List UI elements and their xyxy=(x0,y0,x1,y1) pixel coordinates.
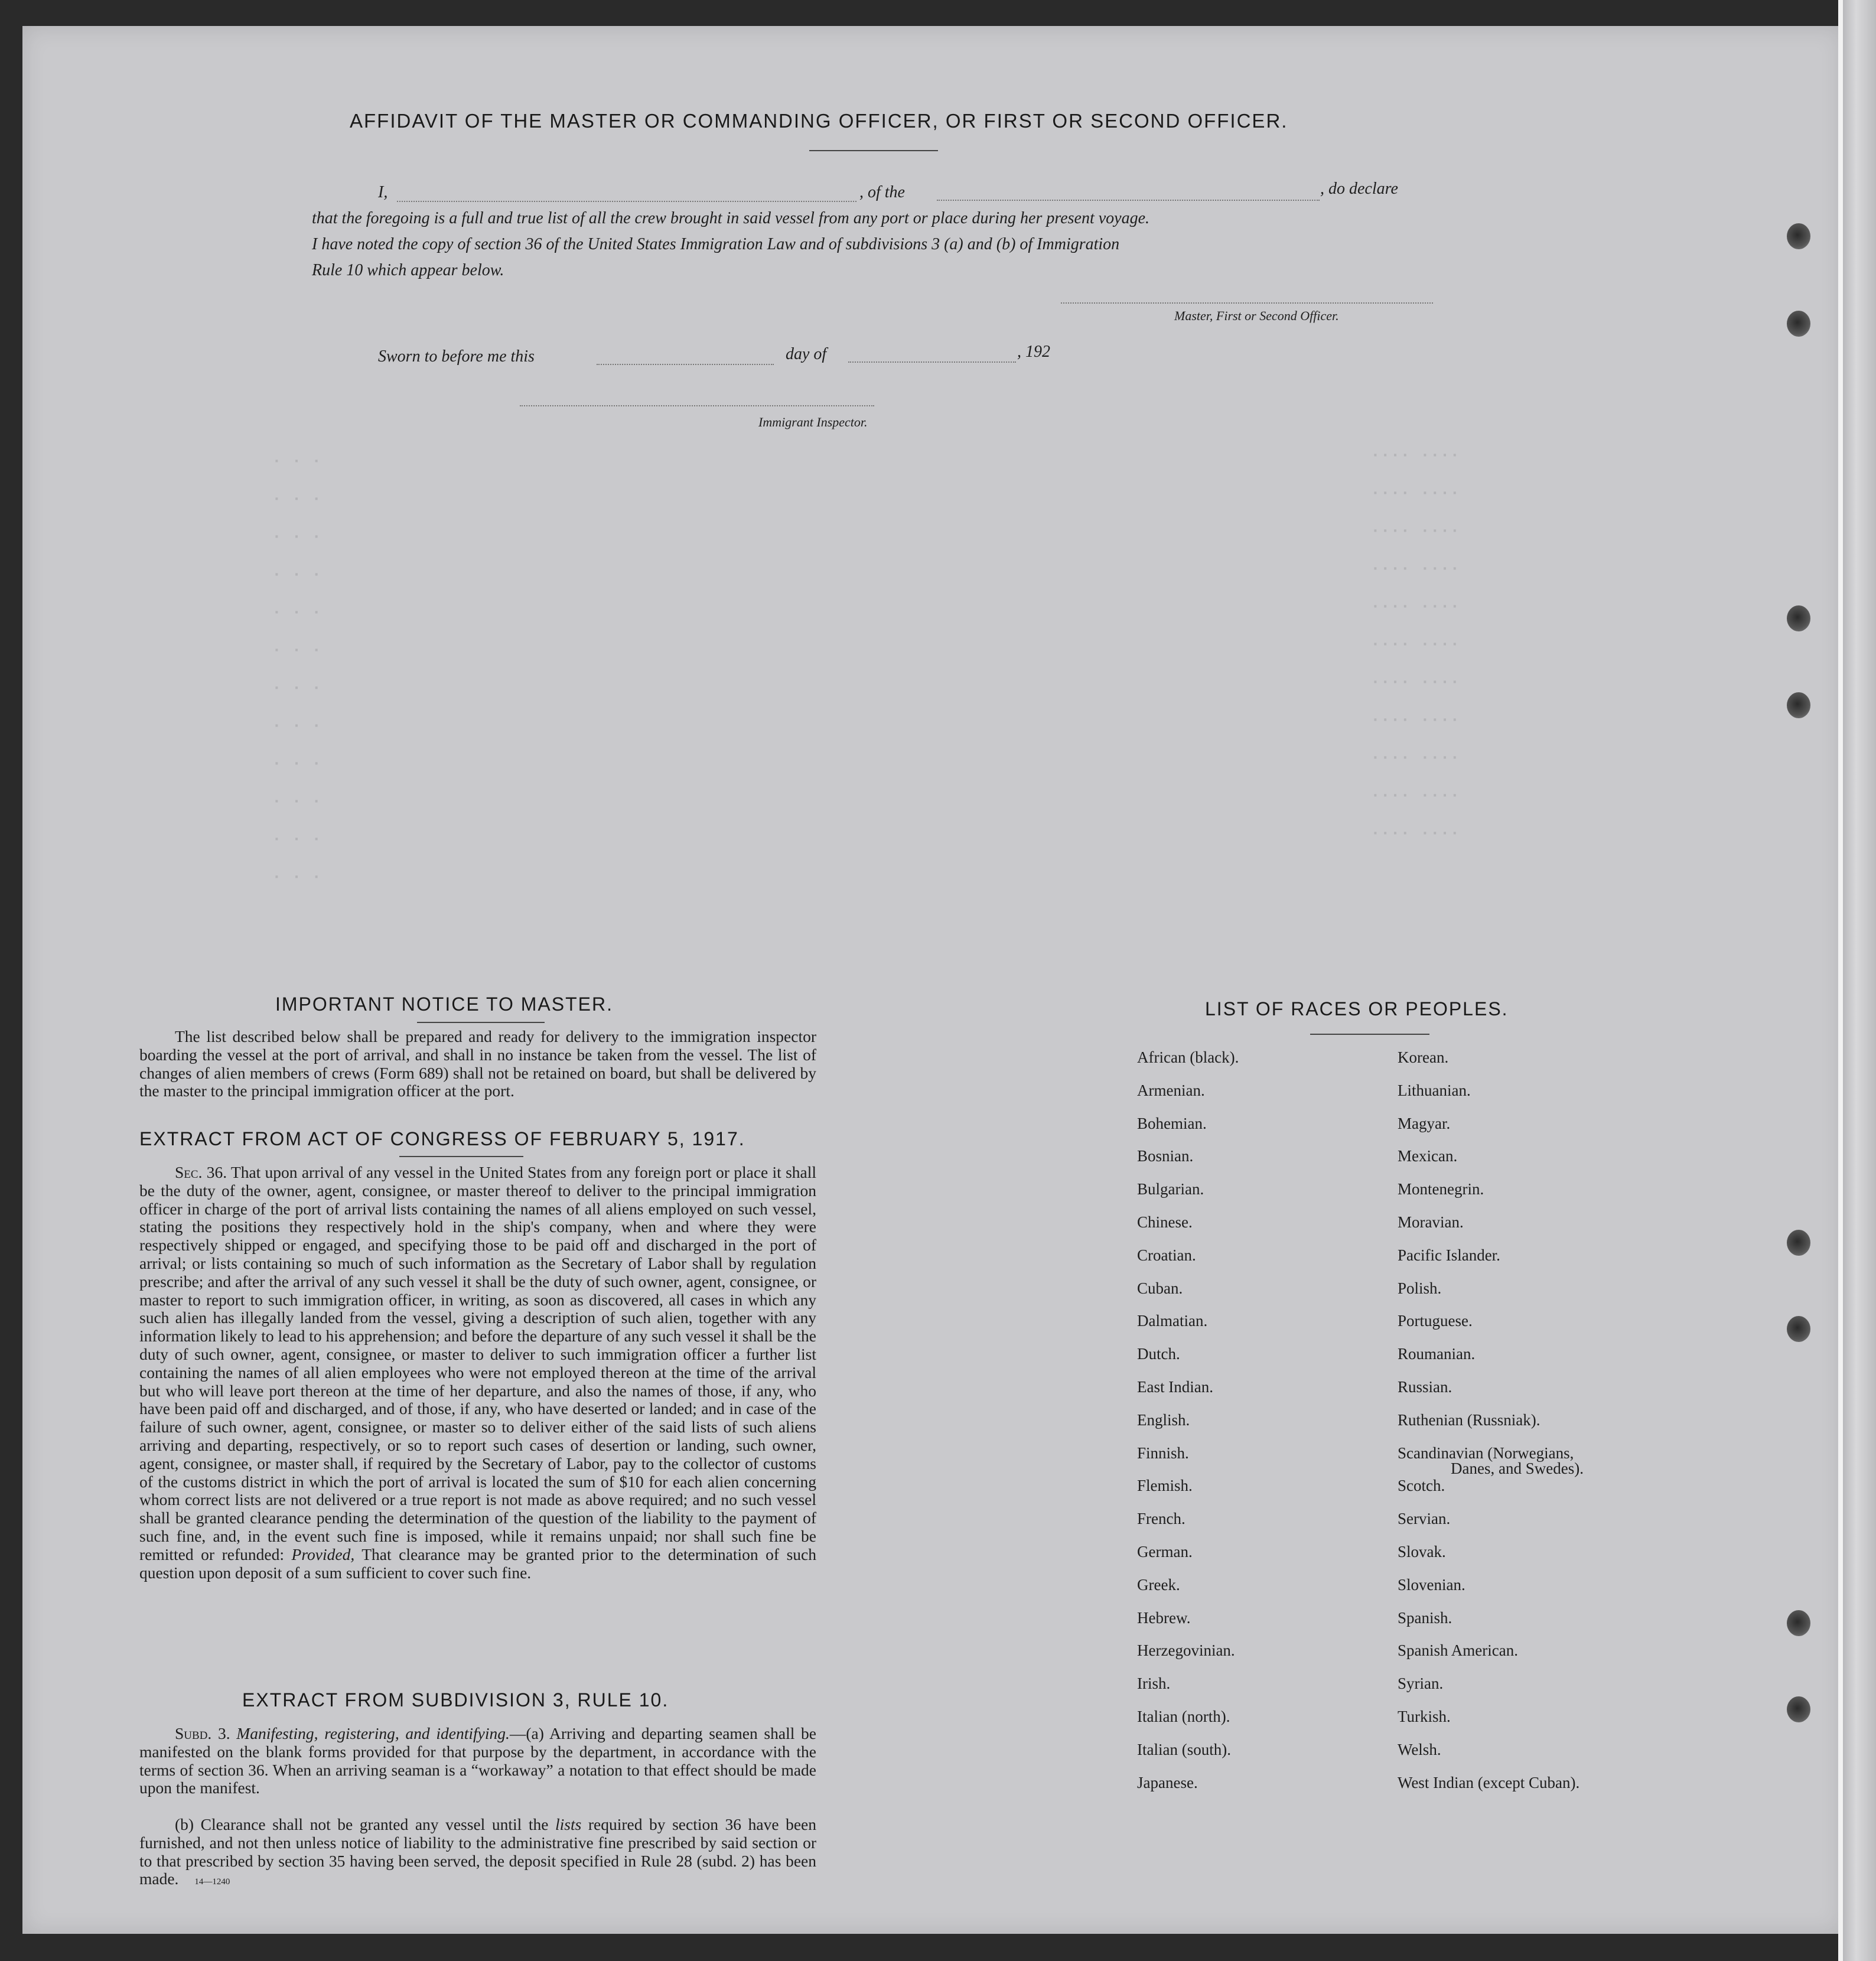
race-right-item: Scandinavian (Norwegians, xyxy=(1398,1444,1574,1462)
section-text-end: That clearance may be granted prior to the determination of such question upon deposit of a sum sufficient to cover such fine. xyxy=(139,1545,817,1582)
race-right-item: Turkish. xyxy=(1398,1708,1451,1725)
affidavit-line-4: Rule 10 which appear below. xyxy=(312,261,504,279)
section-text: That upon arrival of any vessel in the United States from any foreign port or place it shall be the duty of the owner, agent, consignee, or master thereof to deliver to the principal immigration officer in charge of the port of arrival lists containing the names of all aliens employed on such vessel, stating the positions they respectively hold in the ship's company, when and where they were respectively shipped or engaged, and specifying those to be paid off and discharged in the port of arrival; or lists containing so much of such information as the Secretary of Labor shall by regulation prescribe; and after the arrival of any such vessel it shall be the duty of such owner, agent, consignee, or master to report to such immigration officer, in writing, as soon as discovered, all cases in which any such alien has illegally landed from the vessel, giving a description of such alien, together with any information likely to lead to his apprehension; and before the departure of any such vessel it shall be the duty of such owner, agent, consignee, or master to deliver to such immigration officer a further list containing the names of all alien employees who were not employed thereon at the time of the arrival but who will leave port thereon at the time of her departure, and also the names of those, if any, who have been paid off and discharged, and of those, if any, who have deserted or landed; and in case of the failure of such owner, agent, consignee, or master so to deliver either of the said lists of such aliens arriving and departing, respectively, or so to report such cases of desertion or landing, such owner, agent, consignee, or master shall, if required by the Secretary of Labor, pay to the collector of customs of the customs district in which the port of arrival is located the sum of $10 for each alien concerning whom correct lists are not delivered or a true report is not made as above required; and no such vessel shall be granted clearance pending the determination of the question of the liability to the payment of such fine, and, in the event such fine is imposed, while it remains unpaid; nor shall such fine be remitted or refunded: xyxy=(139,1163,817,1563)
race-right-item: Ruthenian (Russniak). xyxy=(1398,1411,1540,1429)
bleed-through-marks: ···· ···· ···· ···· ···· ···· ···· ···· ···· ···· ···· ···· ···· ···· ···· ···· ···· ···· ···· ···· ···· ···· xyxy=(1370,447,1460,843)
rule-text-b xyxy=(139,1816,816,1891)
notice-title: IMPORTANT NOTICE TO MASTER. xyxy=(275,993,613,1015)
page-edge xyxy=(1838,0,1843,1961)
binder-hole xyxy=(1787,692,1810,718)
race-left-item: Greek. xyxy=(1137,1575,1180,1594)
race-left-item: Dutch. xyxy=(1137,1345,1180,1363)
race-right-item: Welsh. xyxy=(1398,1740,1441,1758)
inspector-blank[interactable] xyxy=(520,405,874,406)
subd-text-b-start: (b) Clearance shall not be granted any vessel until the xyxy=(175,1815,549,1833)
race-right-item: Scotch. xyxy=(1398,1477,1445,1495)
race-right-item: West Indian (except Cuban). xyxy=(1398,1773,1580,1791)
inspector-caption: Immigrant Inspector. xyxy=(758,415,868,429)
binder-hole xyxy=(1787,1610,1810,1636)
race-right-item: Polish. xyxy=(1398,1279,1442,1297)
affidavit-line-2: that the foregoing is a full and true list of all the crew brought in said vessel from any port or place during her present voyage. xyxy=(312,209,1150,227)
race-right-item: Pacific Islander. xyxy=(1398,1246,1500,1264)
day-of-label: day of xyxy=(786,345,827,363)
vessel-blank[interactable] xyxy=(937,200,1320,201)
year-label: , 192 xyxy=(1017,343,1050,361)
binder-hole xyxy=(1787,1696,1810,1722)
race-left-item: French. xyxy=(1137,1510,1185,1528)
race-left-item: English. xyxy=(1137,1411,1190,1429)
race-right-item: Russian. xyxy=(1398,1378,1452,1396)
race-right-item: Roumanian. xyxy=(1398,1345,1476,1363)
race-right-item: Spanish. xyxy=(1398,1608,1452,1627)
subd-text-a: —(a) Arriving and departing seamen shall be manifested on the blank forms provided for that purpose by the department, in accordance with the terms of section 36. When an arriving seaman is a “workaway” a notation to that effect should be made upon the manifest. xyxy=(139,1724,817,1797)
title-rule xyxy=(809,150,938,151)
affidavit-title: AFFIDAVIT OF THE MASTER OR COMMANDING OFFICER, OR FIRST OR SECOND OFFICER. xyxy=(350,110,1288,132)
race-left-item: Armenian. xyxy=(1137,1081,1205,1099)
signature-caption: Master, First or Second Officer. xyxy=(1174,308,1339,323)
race-right-item: Korean. xyxy=(1398,1048,1449,1066)
subd-heading: Manifesting, registering, and identifying. xyxy=(236,1724,510,1742)
race-left-item: Bulgarian. xyxy=(1137,1180,1204,1198)
document-page xyxy=(22,26,1843,1934)
races-title: LIST OF RACES OR PEOPLES. xyxy=(1205,998,1509,1019)
lists-word: lists xyxy=(555,1815,582,1833)
binder-hole xyxy=(1787,223,1810,249)
race-right-item: Spanish American. xyxy=(1398,1641,1518,1660)
races-rule xyxy=(1310,1034,1429,1035)
race-left-item: Herzegovinian. xyxy=(1137,1641,1235,1660)
race-right-item: Syrian. xyxy=(1398,1675,1444,1693)
affidavit-declare: , do declare xyxy=(1320,180,1398,198)
bleed-through-marks: · · · · · · · · · · · · · · · · · · · · · · · · · · · · · · · · · · · · xyxy=(272,452,322,887)
race-right-item: Portuguese. xyxy=(1398,1312,1473,1330)
rule-extract-title: EXTRACT FROM SUBDIVISION 3, RULE 10. xyxy=(242,1689,669,1711)
race-right-item: Montenegrin. xyxy=(1398,1180,1484,1198)
affidavit-of-the: , of the xyxy=(859,183,905,201)
race-left-item: German. xyxy=(1137,1543,1193,1561)
race-right-item: Slovenian. xyxy=(1398,1575,1465,1594)
race-left-item: Dalmatian. xyxy=(1137,1312,1208,1330)
race-left-item: Italian (south). xyxy=(1137,1740,1231,1758)
form-number: 14—1240 xyxy=(194,1877,230,1887)
race-left-item: Bohemian. xyxy=(1137,1114,1207,1132)
race-left-item: Japanese. xyxy=(1137,1773,1198,1791)
race-right-item: Mexican. xyxy=(1398,1147,1458,1165)
race-left-item: Flemish. xyxy=(1137,1477,1193,1495)
race-right-item: Lithuanian. xyxy=(1398,1081,1471,1099)
subd-text-b-end: required by section 36 have been furnished, and not then unless notice of liability to the administrative fine prescribed by said section or to that prescribed by section 35 having been served, the deposit specified in Rule 28 (subd. 2) has been made. xyxy=(139,1815,816,1888)
race-left-item: Italian (north). xyxy=(1137,1708,1230,1725)
binding-strip xyxy=(1843,0,1876,1961)
race-scandinavian-line2: Danes, and Swedes). xyxy=(1451,1459,1584,1477)
race-left-item: Bosnian. xyxy=(1137,1147,1194,1165)
race-left-item: Irish. xyxy=(1137,1675,1171,1693)
notice-text: The list described below shall be prepared and ready for delivery to the immigration inspector boarding the vessel at the port of arrival, and shall in no instance be taken from the vessel. The list of changes of alien members of crews (Form 689) shall not be retained on board, but shall be delivered by the master to the principal immigration officer at the port. xyxy=(139,1027,816,1100)
subd-label: Subd. 3. xyxy=(175,1724,230,1742)
race-right-item: Magyar. xyxy=(1398,1114,1451,1132)
act-extract-title: EXTRACT FROM ACT OF CONGRESS OF FEBRUARY 5, 1917. xyxy=(139,1128,745,1149)
act-text xyxy=(139,1164,816,1582)
binder-hole xyxy=(1787,605,1810,631)
race-left-item: African (black). xyxy=(1137,1048,1239,1066)
race-left-item: Hebrew. xyxy=(1137,1608,1191,1627)
notice-rule xyxy=(417,1022,545,1023)
rule-text-a xyxy=(139,1725,816,1797)
race-left-item: Chinese. xyxy=(1137,1213,1193,1231)
provided-word: Provided, xyxy=(291,1545,355,1563)
binder-hole xyxy=(1787,1230,1810,1256)
signature-blank[interactable] xyxy=(1061,302,1433,304)
race-left-item: Cuban. xyxy=(1137,1279,1183,1297)
race-right-item: Moravian. xyxy=(1398,1213,1464,1231)
name-blank[interactable] xyxy=(397,201,856,202)
sworn-label: Sworn to before me this xyxy=(378,347,535,366)
section-label: Sec. 36. xyxy=(175,1163,227,1181)
binder-hole xyxy=(1787,1316,1810,1342)
race-right-item: Slovak. xyxy=(1398,1543,1446,1561)
race-right-item: Servian. xyxy=(1398,1510,1451,1528)
race-left-item: East Indian. xyxy=(1137,1378,1213,1396)
race-left-item: Croatian. xyxy=(1137,1246,1196,1264)
month-blank[interactable] xyxy=(848,361,1016,363)
binder-hole xyxy=(1787,311,1810,337)
act-rule xyxy=(399,1156,523,1157)
affidavit-i: I, xyxy=(378,183,388,201)
sworn-day-blank[interactable] xyxy=(597,364,774,365)
affidavit-line-3: I have noted the copy of section 36 of the United States Immigration Law and of subdivisions 3 (a) and (b) of Immigration xyxy=(312,235,1120,253)
race-left-item: Finnish. xyxy=(1137,1444,1189,1462)
